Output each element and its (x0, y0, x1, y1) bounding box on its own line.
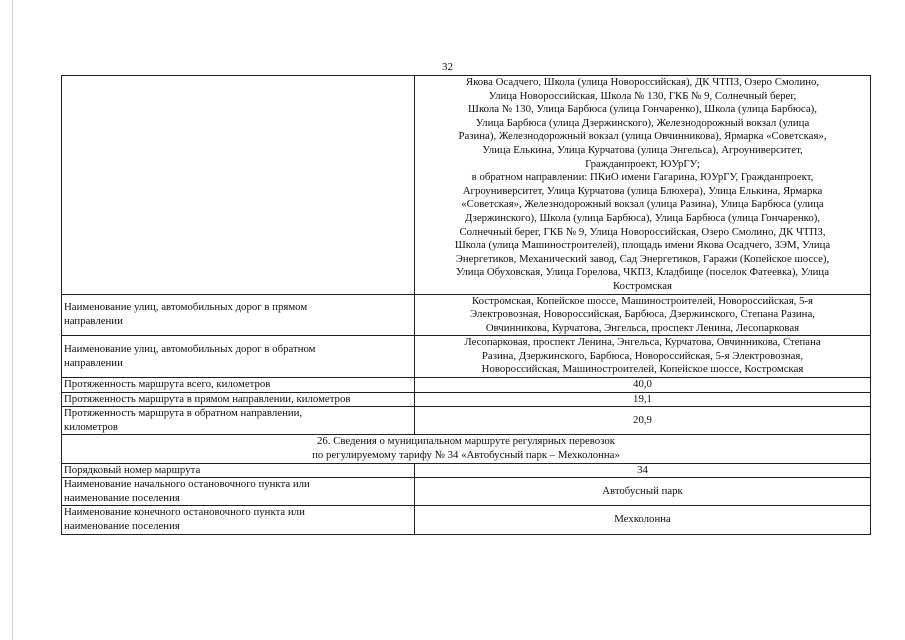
table-row (62, 506, 871, 534)
route-info-table (61, 75, 871, 535)
length-total-value: 40,0 (415, 378, 871, 393)
route-number-value: 34 (415, 463, 871, 478)
length-backward-label: Протяженность маршрута в обратном направлении, километров (62, 407, 415, 435)
empty-label-cell (62, 76, 415, 295)
table-row (62, 435, 871, 463)
length-total-label: Протяженность маршрута всего, километров (62, 378, 415, 393)
page-number: 32 (442, 61, 453, 73)
table-row (62, 378, 871, 393)
section-heading: 26. Сведения о муниципальном маршруте регулярных перевозок по регулируемому тарифу № 34 «Автобусный парк – Мехколонна» (62, 435, 871, 463)
streets-backward-label: Наименование улиц, автомобильных дорог в обратном направлении (62, 336, 415, 378)
streets-backward-value: Лесопарковая, проспект Ленина, Энгельса, Курчатова, Овчинникова, Степана Разина, Дзержинского, Барбюса, Новороссийская, 5-я Электровозная, Новороссийская, Машиностроителей, Копейское шоссе, Костромская (415, 336, 871, 378)
table-row (62, 294, 871, 336)
table-row (62, 478, 871, 506)
route-stops-continued: Якова Осадчего, Школа (улица Новороссийская), ДК ЧТПЗ, Озеро Смолино, Улица Новороссийская, Школа № 130, ГКБ № 9, Солнечный берег, Школа № 130, Улица Барбюса (улица Гончаренко), Школа (улица Барбюса), Улица Барбюса (улица Дзержинского), Железнодорожный вокзал (улица Разина), Железнодорожный вокзал (улица Овчинникова), Ярмарка «Советская», Улица Елькина, Улица Курчатова (улица Энгельса), Агроуниверситет, Гражданпроект, ЮУрГУ; в обратном направлении: ПКиО имени Гагарина, ЮУрГУ, Гражданпроект, Агроуниверситет, Улица Курчатова (улица Блюхера), Улица Елькина, Ярмарка «Советская», Железнодорожный вокзал (улица Разина), Улица Барбюса (улица Дзержинского), Школа (улица Барбюса), Улица Барбюса (улица Гончаренко), Солнечный берег, ГКБ № 9, Улица Новороссийская, Озеро Смолино, ДК ЧТПЗ, Школа (улица Машиностроителей), площадь имени Якова Осадчего, ЗЭМ, Улица Энергетиков, Механический завод, Сад Энергетиков, Гаражи (Копейское шоссе), Улица Обуховская, Улица Горелова, ЧКПЗ, Кладбище (поселок Фатеевка), Улица Костромская (415, 76, 871, 295)
table-row (62, 336, 871, 378)
start-stop-label: Наименование начального остановочного пункта или наименование поселения (62, 478, 415, 506)
length-forward-label: Протяженность маршрута в прямом направлении, километров (62, 392, 415, 407)
streets-forward-value: Костромская, Копейское шоссе, Машиностроителей, Новороссийская, 5-я Электровозная, Новороссийская, Барбюса, Дзержинского, Степана Разина, Овчинникова, Курчатова, Энгельса, проспект Ленина, Лесопарковая (415, 294, 871, 336)
streets-forward-label: Наименование улиц, автомобильных дорог в прямом направлении (62, 294, 415, 336)
table-row (62, 392, 871, 407)
table-row (62, 407, 871, 435)
start-stop-value: Автобусный парк (415, 478, 871, 506)
end-stop-value: Мехколонна (415, 506, 871, 534)
end-stop-label: Наименование конечного остановочного пункта или наименование поселения (62, 506, 415, 534)
table-row (62, 463, 871, 478)
route-number-label: Порядковый номер маршрута (62, 463, 415, 478)
length-backward-value: 20,9 (415, 407, 871, 435)
table-row (62, 76, 871, 295)
length-forward-value: 19,1 (415, 392, 871, 407)
page-edge-line (12, 0, 13, 640)
